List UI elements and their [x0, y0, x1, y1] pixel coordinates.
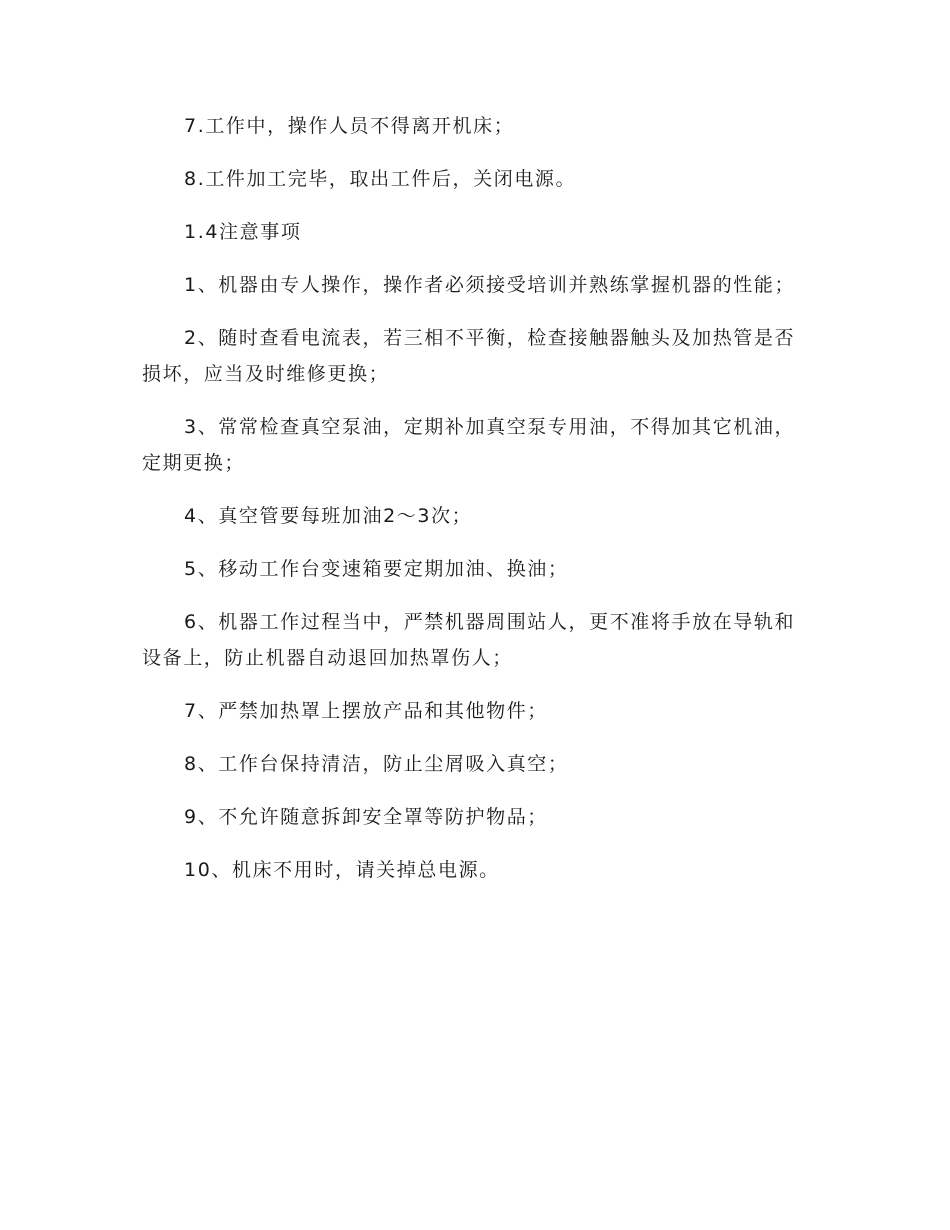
precaution-item-7: 7、严禁加热罩上摆放产品和其他物件；: [184, 700, 548, 722]
document-body: [142, 108, 810, 905]
precaution-item-5: 5、移动工作台变速箱要定期加油、换油；: [184, 558, 569, 580]
paragraph-step-8: 8.工件加工完毕，取出工件后，关闭电源。: [184, 168, 577, 190]
precaution-item-10: 10、机床不用时，请关掉总电源。: [184, 859, 500, 881]
section-heading-precautions: 1.4注意事项: [184, 221, 302, 243]
precaution-item-3: 3、常常检查真空泵油，定期补加真空泵专用油，不得加其它机油，定期更换；: [142, 416, 796, 474]
precaution-item-9: 9、不允许随意拆卸安全罩等防护物品；: [184, 806, 548, 828]
paragraph-step-7: 7.工作中，操作人员不得离开机床；: [184, 115, 515, 137]
precaution-item-8: 8、工作台保持清洁，防止尘屑吸入真空；: [184, 753, 569, 775]
precaution-item-4: 4、真空管要每班加油2～3次；: [184, 505, 473, 527]
precaution-item-2: 2、随时查看电流表，若三相不平衡，检查接触器触头及加热管是否损坏，应当及时维修更换；: [142, 327, 796, 385]
precaution-item-1: 1、机器由专人操作，操作者必须接受培训并熟练掌握机器的性能；: [184, 274, 796, 296]
precaution-item-6: 6、机器工作过程当中，严禁机器周围站人，更不准将手放在导轨和设备上，防止机器自动退回加热罩伤人；: [142, 611, 796, 669]
